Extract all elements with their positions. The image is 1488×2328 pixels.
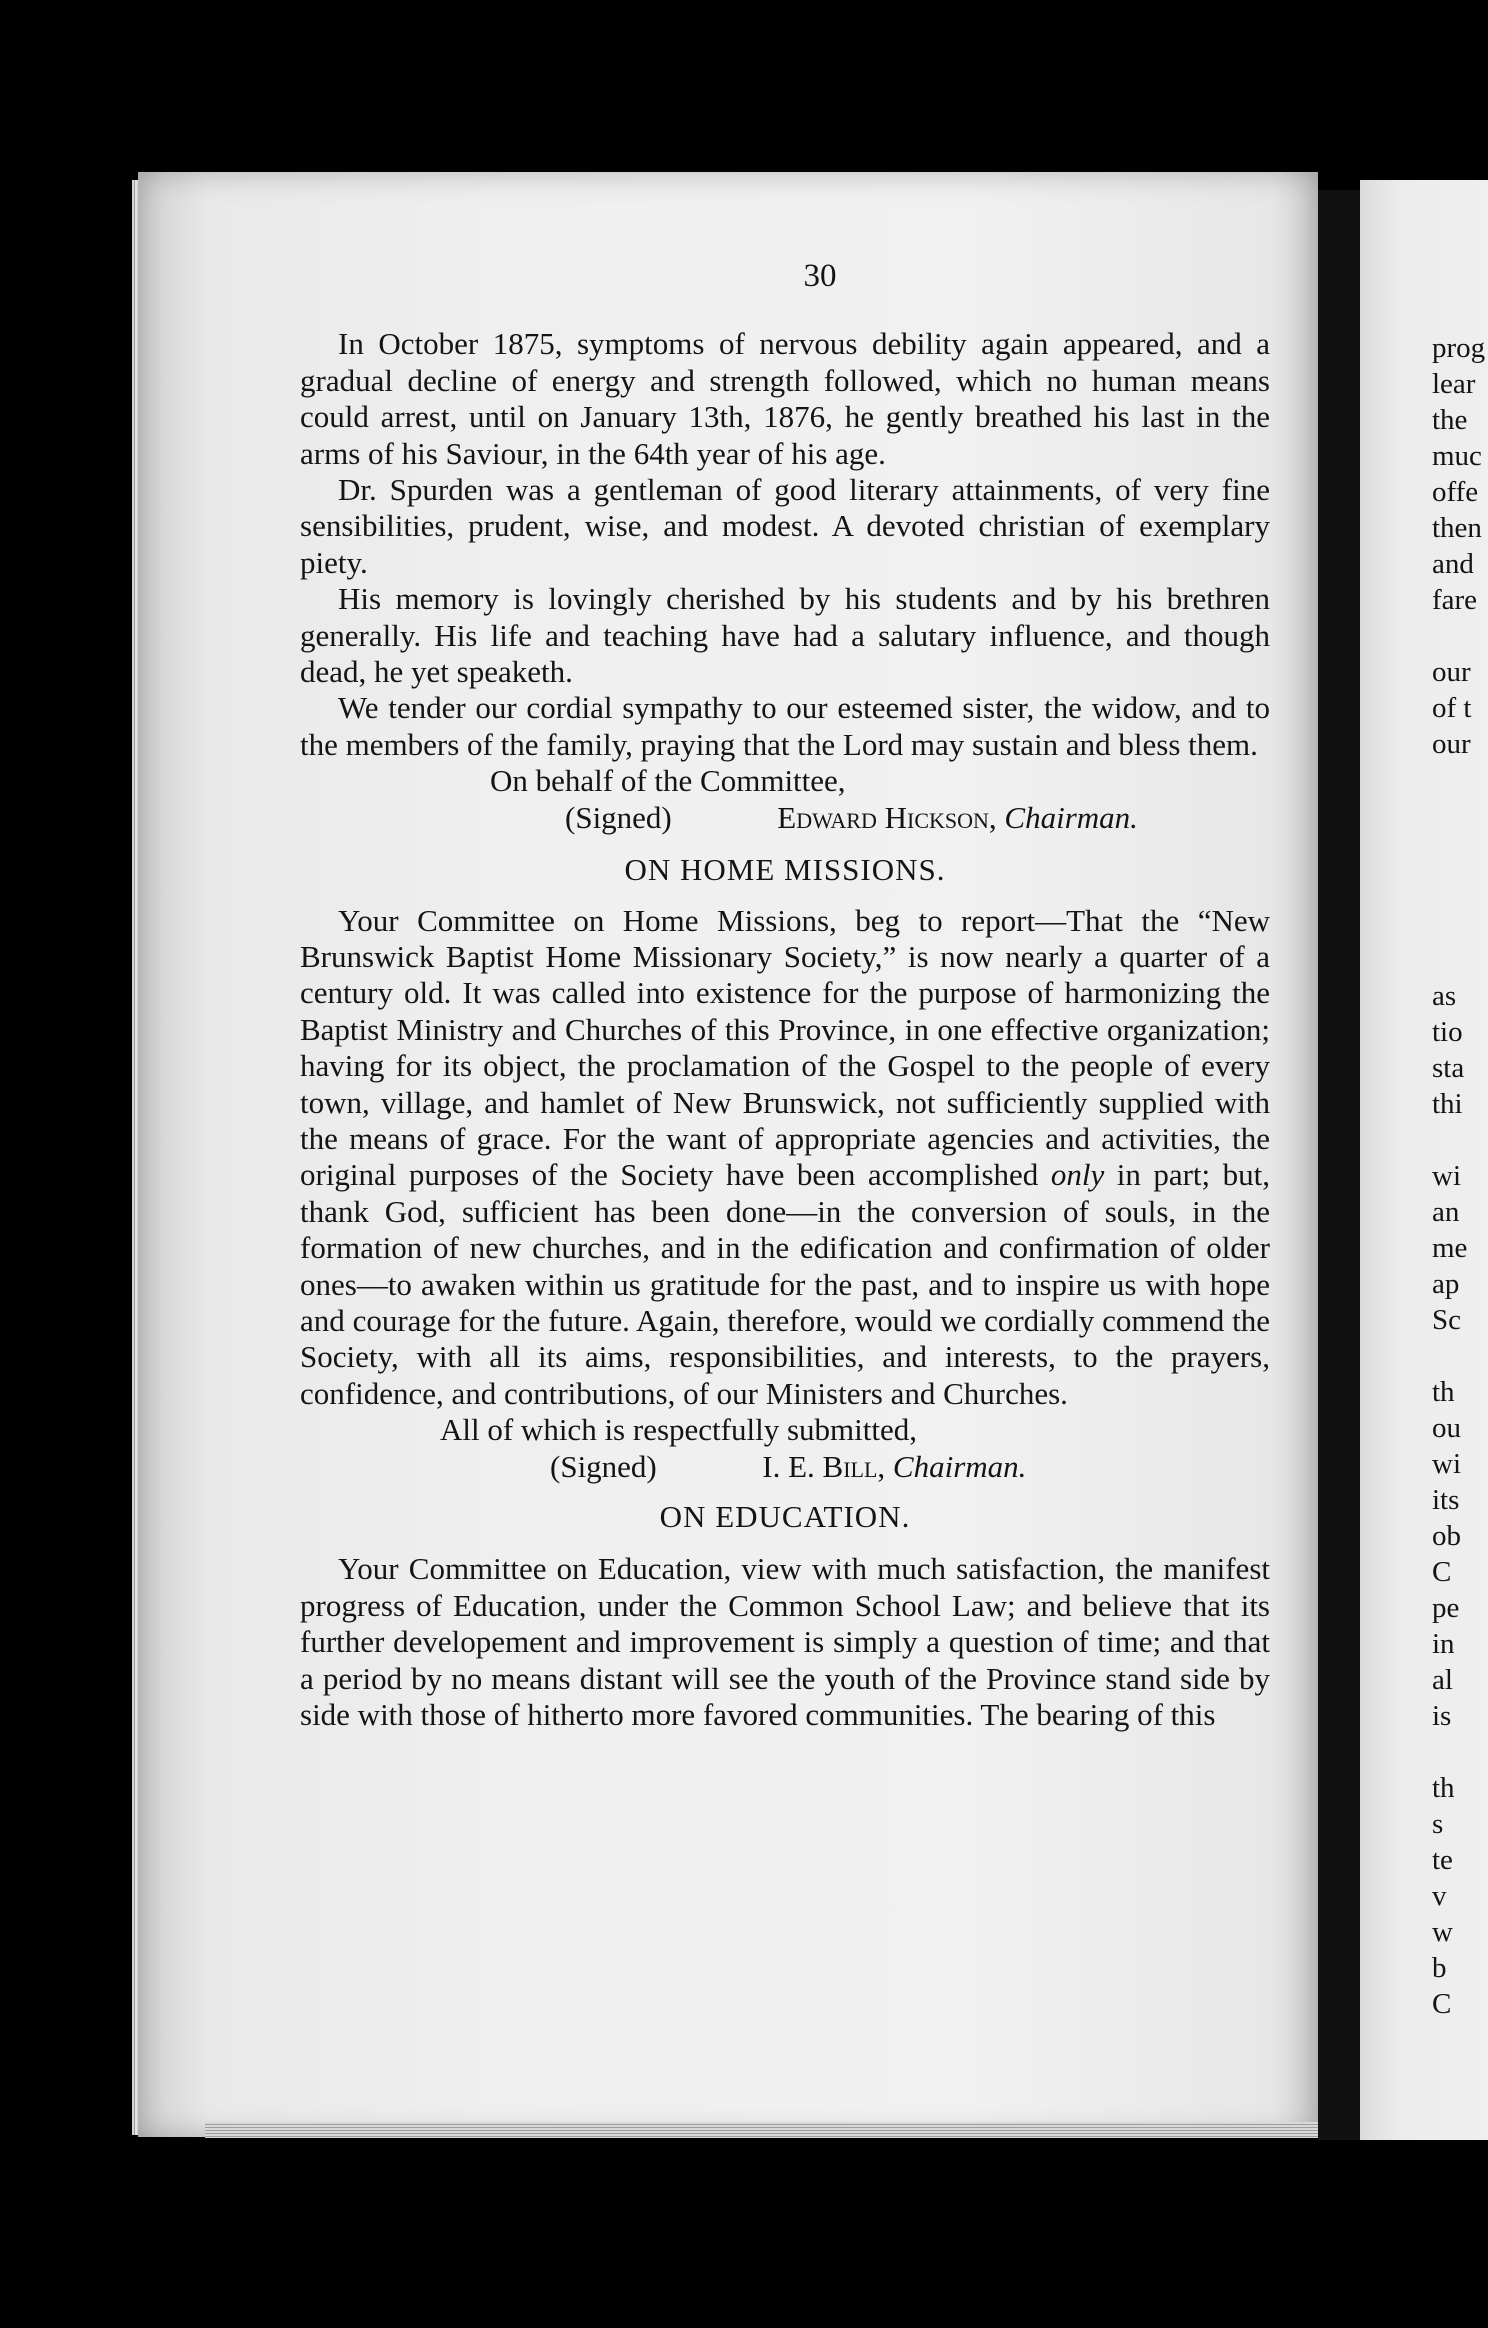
right-page-line: is [1432,1700,1452,1732]
right-page-line: v [1432,1880,1447,1912]
paragraph: Dr. Spurden was a gentleman of good literary attainments, of very fine sensibilities, prudent, wise, and modest. A devoted christian of exemplary piety. [300,472,1270,580]
signed-label: (Signed) [550,1448,657,1484]
right-page-line: lear [1432,368,1476,400]
right-page-line: wi [1432,1448,1461,1480]
right-page-line: th [1432,1772,1455,1804]
right-page-line [1432,906,1488,942]
right-page-line: me [1432,1232,1468,1264]
right-page-line [1432,798,1488,834]
right-page-line: al [1432,1664,1453,1696]
emphasis: only [1050,1157,1105,1193]
signer-title: Chairman. [892,1448,1027,1484]
signature-line [550,1449,1270,1485]
right-page-line: te [1432,1844,1453,1876]
right-page-line: and [1432,548,1474,580]
right-page-line: the [1432,404,1468,436]
right-page-line: our [1432,656,1471,688]
right-page-line: as [1432,980,1457,1012]
section-heading: ON EDUCATION. [659,1499,911,1534]
right-page-line: offe [1432,476,1479,508]
right-page-line: b [1432,1952,1447,1984]
right-page-line [1432,1122,1488,1158]
right-page-line: an [1432,1196,1460,1228]
right-page-line [1432,1734,1488,1770]
right-page-line: Sc [1432,1304,1461,1336]
right-page-line: ou [1432,1412,1461,1444]
page-number: 30 [803,258,837,294]
signature-line [565,800,1270,836]
book-gutter [1318,190,1360,2140]
right-page-line [1432,834,1488,870]
right-page-line [1432,618,1488,654]
paragraph [300,903,1270,1413]
right-page-line: prog [1432,332,1486,364]
paragraph: We tender our cordial sympathy to our esteemed sister, the widow, and to the members of the family, praying that the Lord may sustain and bless them. [300,690,1270,762]
right-page-line: pe [1432,1592,1460,1624]
page-bottom-edge [205,2122,1360,2138]
signer-title: Chairman. [1004,799,1138,835]
signer-name: Edward Hickson, [777,799,997,835]
signer-name: I. E. Bill, [762,1448,886,1484]
paragraph: His memory is lovingly cherished by his students and by his brethren generally. His life and teaching have had a salutary influence, and though dead, he yet speaketh. [300,581,1270,690]
right-page-line [1432,1338,1488,1374]
signed-label: (Signed) [565,799,672,835]
right-page-line: of t [1432,692,1472,724]
right-page-line [1432,762,1488,798]
right-page-line: our [1432,728,1471,760]
right-page-line: ob [1432,1520,1461,1552]
page-text [300,258,1270,1733]
right-page-line: in [1432,1628,1455,1660]
paragraph: Your Committee on Education, view with much satisfaction, the manifest progress of Education, under the Common School Law; and believe that its further developement and improvement is simply a question of time; and that a period by no means distant will see the youth of the Province stand side by side with those of hitherto more favored communities. The bearing of this [300,1551,1270,1733]
right-page-line: wi [1432,1160,1461,1192]
right-page-line: thi [1432,1088,1463,1120]
right-page-line: th [1432,1376,1455,1408]
right-page-line: ap [1432,1268,1460,1300]
right-page-line: sta [1432,1052,1465,1084]
right-page-line: C [1432,1988,1452,2020]
right-page-line: muc [1432,440,1482,472]
right-page-text-fragments [1432,330,1488,2022]
right-page-line: w [1432,1916,1453,1948]
right-page-line: its [1432,1484,1460,1516]
right-page-line: then [1432,512,1482,544]
right-page-line: fare [1432,584,1478,616]
paragraph: In October 1875, symptoms of nervous debility again appeared, and a gradual decline of energy and strength followed, which no human means could arrest, until on January 13th, 1876, he gently breathed his last in the arms of his Saviour, in the 64th year of his age. [300,326,1270,471]
right-page-line: s [1432,1808,1444,1840]
section-heading: ON HOME MISSIONS. [624,852,946,888]
paragraph-text: Your Committee on Home Missions, beg to report—That the “New Brunswick Baptist Home Missionary Society,” is now nearly a quarter of a century old. It was called into existence for the purpose of harmonizing the Baptist Ministry and Churches of this Province, in one effective organization; having for its object, the proclamation of the Gospel to the people of every town, village, and hamlet of New Brunswick, not sufficiently supplied with the means of grace. For the want of appropriate agencies and activities, the original purposes of the Society have been accomplished [300,902,1270,1193]
right-page-line [1432,870,1488,906]
signature-submitted-line: All of which is respectfully submitted, [440,1412,917,1448]
right-page-line [1432,942,1488,978]
right-page-line: C [1432,1556,1452,1588]
right-page-line: tio [1432,1016,1463,1048]
signature-behalf-line: On behalf of the Committee, [490,763,846,799]
paragraph-text: in part; but, thank God, sufficient has been done—in the conversion of souls, in the formation of new churches, and in the edification and confirmation of older ones—to awaken within us gratitude for the past, and to inspire us with hope and courage for the future. Again, therefore, would we cordially commend the Society, with all its aims, responsibilities, and interests, to the prayers, confidence, and contributions, of our Ministers and Churches. [300,1157,1271,1411]
